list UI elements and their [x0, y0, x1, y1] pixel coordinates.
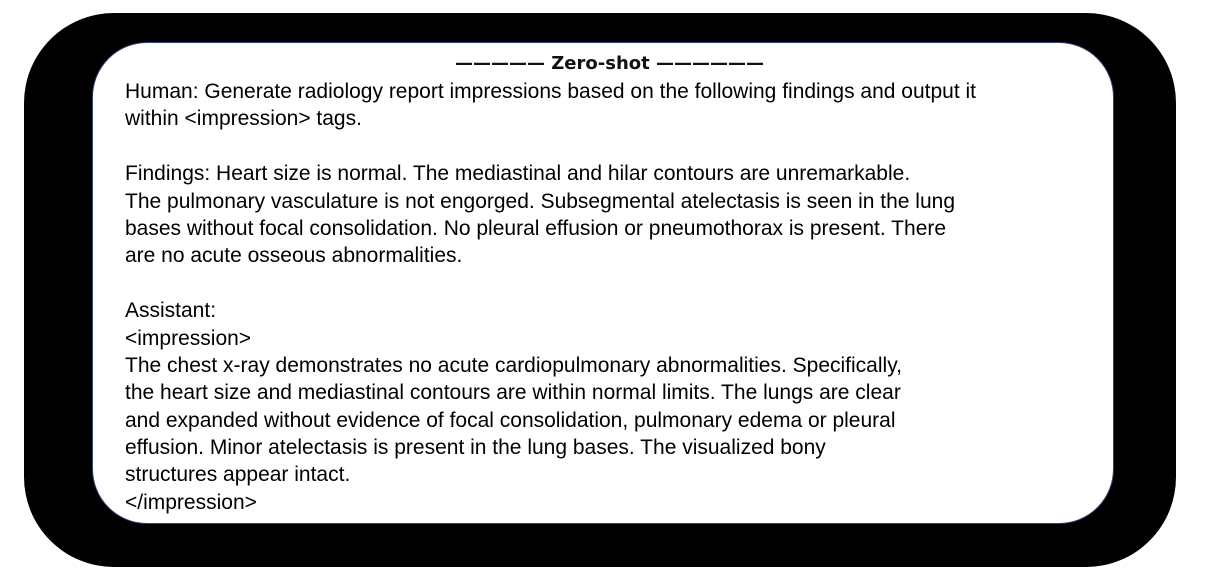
impression-line: and expanded without evidence of focal consolidation, pulmonary edema or pleural	[125, 408, 896, 432]
spacer	[125, 133, 1085, 160]
impression-line: The chest x-ray demonstrates no acute cardiopulmonary abnormalities. Specifically,	[125, 353, 902, 377]
human-line: Human: Generate radiology report impressions based on the following findings and output it	[125, 80, 977, 103]
findings-line: are no acute osseous abnormalities.	[125, 244, 463, 268]
spacer	[125, 270, 1085, 297]
impression-close-tag: </impression>	[125, 490, 257, 514]
assistant-label: Assistant:	[125, 299, 217, 323]
impression-line: effusion. Minor atelectasis is present in the lung bases. The visualized bony	[125, 436, 826, 460]
findings-line: bases without focal consolidation. No pleural effusion or pneumothorax is present. There	[125, 216, 947, 240]
findings-line: Findings: Heart size is normal. The mediastinal and hilar contours are unremarkable.	[125, 162, 911, 186]
prompt-content	[125, 78, 1085, 516]
impression-open-tag: <impression>	[125, 326, 252, 350]
human-line: within <impression> tags.	[125, 107, 362, 131]
findings-line: The pulmonary vasculature is not engorged. Subsegmental atelectasis is seen in the lung	[125, 189, 955, 213]
impression-line: structures appear intact.	[125, 463, 351, 487]
impression-line: the heart size and mediastinal contours are within normal limits. The lungs are clear	[125, 381, 901, 405]
section-title: ————— Zero-shot ——————	[454, 53, 764, 74]
